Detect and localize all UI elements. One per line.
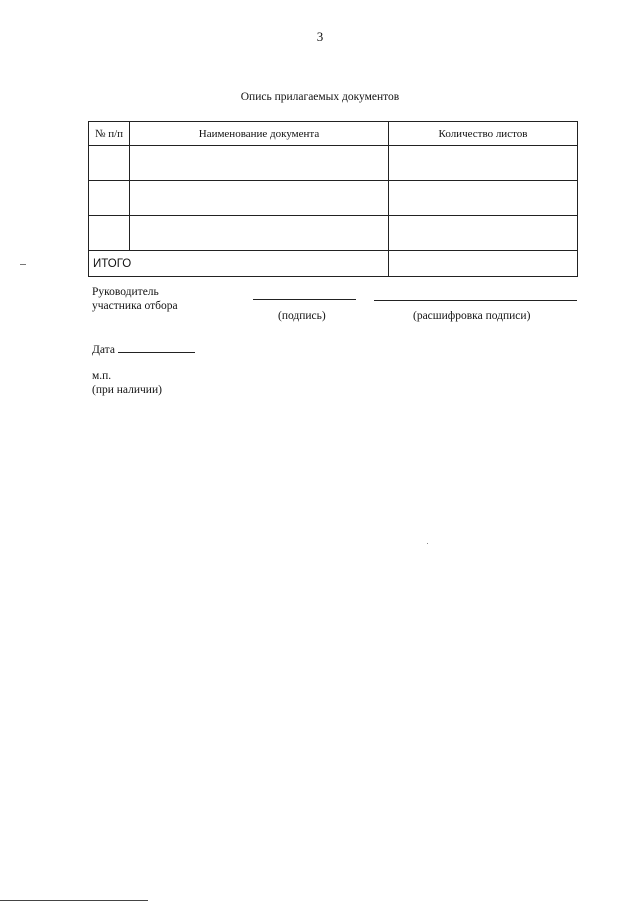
signatory-label — [92, 285, 178, 313]
column-header-sheet-count: Количество листов — [389, 122, 578, 146]
total-sheet-count[interactable] — [389, 251, 578, 277]
cell-sheet-count[interactable] — [389, 181, 578, 216]
signature-decode-line[interactable] — [374, 300, 577, 301]
signature-decode-caption: (расшифровка подписи) — [413, 310, 531, 322]
date-label: Дата — [92, 344, 115, 356]
column-header-number: № п/п — [89, 122, 130, 146]
cell-number[interactable] — [89, 181, 130, 216]
cell-document-name[interactable] — [130, 146, 389, 181]
total-row — [89, 251, 578, 277]
document-title: Опись прилагаемых документов — [240, 91, 400, 103]
stamp-label: м.п. — [92, 370, 112, 382]
cell-document-name[interactable] — [130, 216, 389, 251]
cell-number[interactable] — [89, 146, 130, 181]
cell-document-name[interactable] — [130, 181, 389, 216]
scan-speck — [427, 543, 428, 544]
documents-table — [88, 121, 578, 277]
table-row — [89, 146, 578, 181]
signatory-line-2: участника отбора — [92, 300, 178, 312]
signatory-line-1: Руководитель — [92, 286, 159, 298]
table-row — [89, 181, 578, 216]
column-header-document-name: Наименование документа — [130, 122, 389, 146]
stamp-condition: (при наличии) — [92, 384, 162, 396]
cell-number[interactable] — [89, 216, 130, 251]
table-row — [89, 216, 578, 251]
cell-sheet-count[interactable] — [389, 216, 578, 251]
footnote-separator — [0, 900, 148, 901]
page-number: 3 — [316, 29, 324, 44]
total-label: ИТОГО — [89, 251, 389, 277]
cell-sheet-count[interactable] — [389, 146, 578, 181]
date-row — [92, 342, 195, 356]
margin-mark — [20, 264, 26, 265]
signature-caption: (подпись) — [278, 310, 326, 322]
stamp-note — [92, 369, 162, 397]
date-field-line[interactable] — [118, 342, 195, 353]
signature-line[interactable] — [253, 299, 356, 300]
table-header-row — [89, 122, 578, 146]
